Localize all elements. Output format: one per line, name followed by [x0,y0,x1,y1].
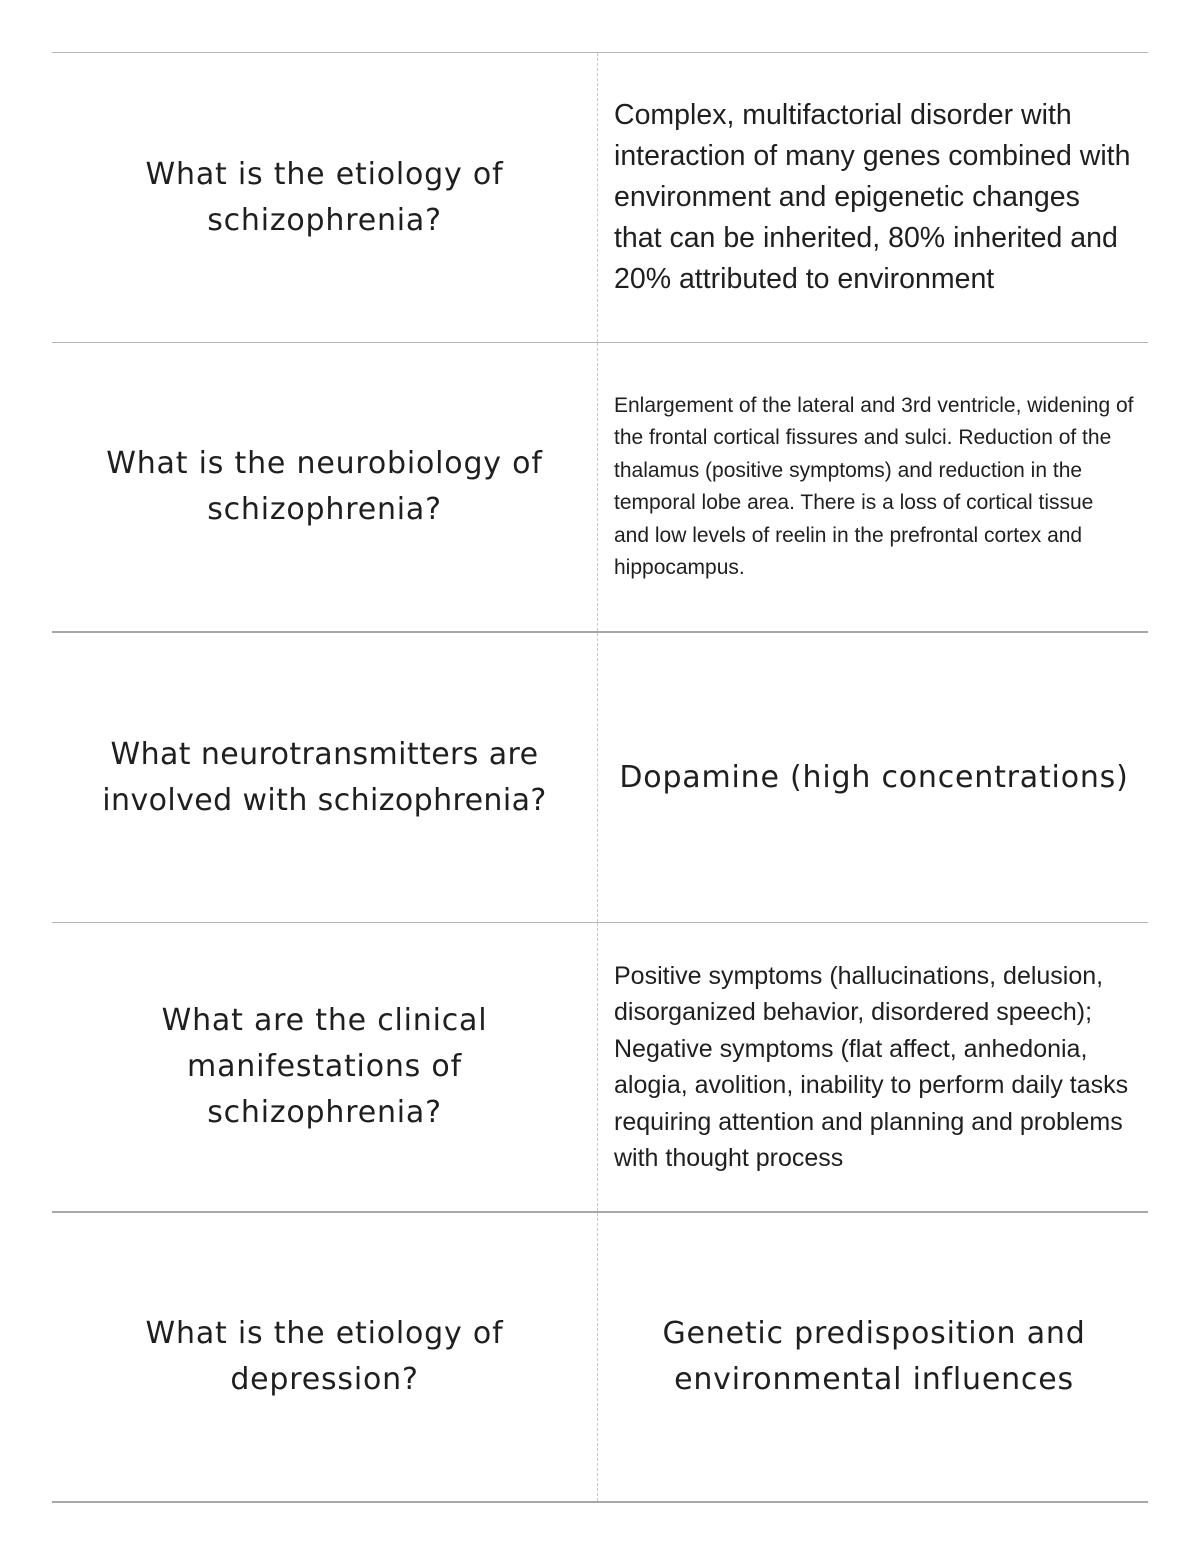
flashcard-row [52,343,1148,633]
flashcard-answer: Enlargement of the lateral and 3rd ventricle, widening of the frontal cortical fissures and sulci. Reduction of the thalamus (positive symptoms) and reduction in the temporal lobe area. There is a loss of cortical tissue and low levels of reelin in the prefrontal cortex and hippocampus. [614,393,1134,579]
flashcard-answer: Dopamine (high concentrations) [619,759,1129,795]
flashcard-back [598,923,1148,1211]
flashcard-back [598,53,1148,342]
flashcard-question: What are the clinical manifestations of schizophrenia? [161,1003,488,1130]
flashcard-back [598,633,1148,922]
flashcard-row [52,923,1148,1213]
flashcard-question: What is the etiology of depression? [145,1316,504,1397]
flashcard-row [52,633,1148,923]
flashcard-answer: Genetic predisposition and environmental influences [662,1316,1086,1397]
flashcard-question: What is the etiology of schizophrenia? [145,156,504,238]
flashcard-back [598,343,1148,631]
flashcard-front [52,343,598,631]
flashcard-front [52,1213,598,1501]
flashcard-front [52,633,598,922]
flashcard-row [52,53,1148,343]
flashcard-question: What neurotransmitters are involved with schizophrenia? [102,736,547,818]
flashcard-row [52,1213,1148,1503]
flashcard-back [598,1213,1148,1501]
flashcard-sheet [52,52,1148,1503]
flashcard-question: What is the neurobiology of schizophrenia? [106,446,543,527]
flashcard-front [52,923,598,1211]
flashcard-answer: Complex, multifactorial disorder with interaction of many genes combined with environment and epigenetic changes that can be inherited, 80% inherited and 20% attributed to environment [614,99,1131,295]
flashcard-front [52,53,598,342]
flashcard-answer: Positive symptoms (hallucinations, delusion, disorganized behavior, disordered speech); Negative symptoms (flat affect, anhedonia, alogia, avolition, inability to perform daily tasks requiring attention and planning and problems with thought process [614,961,1129,1172]
